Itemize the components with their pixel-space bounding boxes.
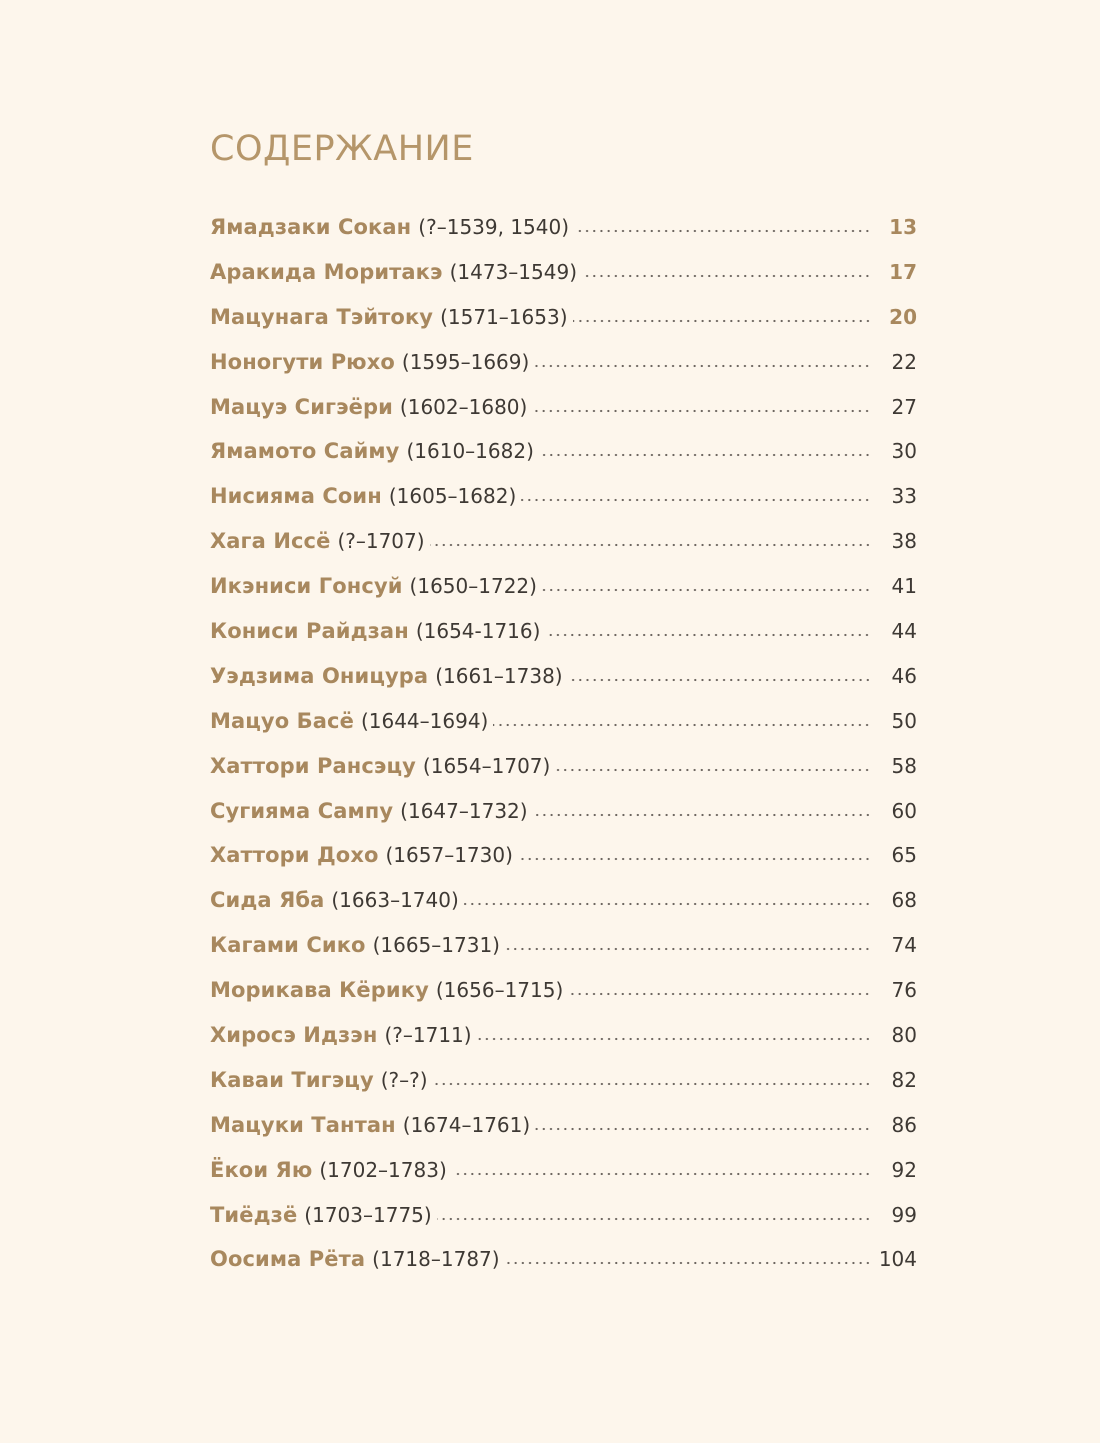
entry-page-number: 22 [891,349,917,374]
entry-page-number: 46 [891,663,917,688]
entry-page-number: 17 [889,259,917,284]
entry-dates: (?–?) [380,1067,428,1092]
entry-dates: (1665–1731) [372,933,500,958]
entry-dates: (1644–1694) [360,708,489,733]
entry-author-name: Хага Иссё [210,529,331,554]
entry-dates: (?–1707) [337,529,425,554]
entry-page-number: 82 [891,1067,917,1092]
toc-entry[interactable] [210,519,917,564]
toc-entry[interactable] [210,923,917,968]
entry-author-name: Ноногути Рюхо [210,349,395,374]
toc-entry[interactable] [210,833,917,878]
toc-entry[interactable] [210,474,917,519]
dot-leader [534,364,871,368]
toc-entry[interactable] [210,250,917,295]
entry-author-name: Уэдзима Оницура [210,663,429,688]
entry-dates: (1473–1549) [449,259,577,284]
entry-dates: (1718–1787) [372,1247,500,1272]
toc-entry[interactable] [210,744,917,789]
entry-page-number: 80 [891,1023,917,1048]
dot-leader [533,813,871,817]
toc-entry[interactable] [210,205,917,250]
entry-dates: (1610–1682) [406,439,534,464]
toc-entry[interactable] [210,609,917,654]
dot-leader [532,409,871,413]
dot-leader [518,857,871,861]
entry-page-number: 92 [891,1157,917,1182]
page-title: СОДЕРЖАНИЕ [210,129,474,169]
dot-leader [568,678,871,682]
entry-dates: (1654-1716) [415,619,541,644]
entry-author-name: Сида Яба [210,888,325,913]
entry-author-name: Мацуки Тантан [210,1112,396,1137]
entry-author-name: Морикава Кёрику [210,978,429,1003]
entry-dates: (1595–1669) [401,349,530,374]
dot-leader [477,1037,871,1041]
entry-author-name: Нисияма Соин [210,484,382,509]
entry-author-name: Икэниси Гонсуй [210,574,403,599]
entry-page-number: 13 [889,215,917,239]
entry-dates: (1647–1732) [400,798,528,823]
dot-leader [521,498,871,502]
entry-author-name: Ёкои Яю [210,1157,313,1182]
dot-leader [433,1082,871,1086]
dot-leader [568,992,871,996]
entry-page-number: 27 [891,394,917,419]
toc-entry[interactable] [210,1148,917,1193]
toc-entry[interactable] [210,1013,917,1058]
entry-page-number: 38 [891,529,917,554]
entry-dates: (1656–1715) [435,978,564,1003]
dot-leader [464,902,871,906]
entry-dates: (1663–1740) [331,888,459,913]
entry-author-name: Каваи Тигэцу [210,1067,374,1092]
entry-dates: (?–1539, 1540) [418,215,570,239]
table-of-contents [210,205,917,1282]
entry-page-number: 68 [891,888,917,913]
dot-leader [539,453,871,457]
entry-dates: (1703–1775) [304,1202,432,1227]
dot-leader [573,319,872,323]
toc-entry[interactable] [210,1237,917,1282]
dot-leader [545,633,871,637]
toc-entry[interactable] [210,1058,917,1103]
entry-page-number: 20 [889,304,917,329]
entry-page-number: 50 [891,708,917,733]
toc-entry[interactable] [210,1193,917,1238]
entry-author-name: Аракида Моритакэ [210,259,443,284]
toc-entry[interactable] [210,385,917,430]
entry-author-name: Оосима Рёта [210,1247,366,1272]
dot-leader [582,274,871,278]
dot-leader [574,229,871,233]
dot-leader [452,1172,871,1176]
dot-leader [535,1127,871,1131]
entry-dates: (1650–1722) [409,574,537,599]
entry-author-name: Кагами Сико [210,933,366,958]
entry-page-number: 33 [891,484,917,509]
entry-dates: (1702–1783) [319,1157,447,1182]
entry-author-name: Кониси Райдзан [210,619,409,644]
entry-dates: (1571–1653) [440,304,568,329]
entry-page-number: 76 [891,978,917,1003]
entry-dates: (1602–1680) [399,394,528,419]
entry-dates: (1605–1682) [388,484,517,509]
entry-page-number: 58 [891,753,917,778]
dot-leader [505,1261,871,1265]
entry-author-name: Сугияма Сампу [210,798,394,823]
toc-entry[interactable] [210,564,917,609]
entry-page-number: 74 [891,933,917,958]
entry-page-number: 30 [891,439,917,464]
toc-entry[interactable] [210,340,917,385]
entry-dates: (?–1711) [384,1023,472,1048]
entry-author-name: Хиросэ Идзэн [210,1023,378,1048]
entry-page-number: 86 [891,1112,917,1137]
dot-leader [505,947,871,951]
entry-dates: (1654–1707) [422,753,551,778]
entry-author-name: Мацунага Тэйтоку [210,304,434,329]
entry-author-name: Хаттори Рансэцу [210,753,416,778]
entry-dates: (1674–1761) [402,1112,531,1137]
entry-author-name: Мацуо Басё [210,708,354,733]
toc-entry[interactable] [210,295,917,340]
entry-page-number: 41 [891,574,917,599]
entry-page-number: 60 [891,798,917,823]
entry-page-number: 104 [878,1247,917,1272]
entry-author-name: Мацуэ Сигэёри [210,394,393,419]
dot-leader [493,723,871,727]
dot-leader [437,1217,871,1221]
entry-page-number: 44 [891,619,917,644]
toc-entry[interactable] [210,878,917,923]
entry-page-number: 99 [891,1202,917,1227]
toc-entry[interactable] [210,654,917,699]
toc-entry[interactable] [210,699,917,744]
entry-author-name: Ямадзаки Сокан [210,215,412,239]
dot-leader [555,768,871,772]
entry-author-name: Ямамото Сайму [210,439,400,464]
toc-entry[interactable] [210,1103,917,1148]
entry-dates: (1657–1730) [385,843,513,868]
entry-page-number: 65 [891,843,917,868]
entry-author-name: Хаттори Дохо [210,843,379,868]
dot-leader [542,588,871,592]
toc-entry[interactable] [210,968,917,1013]
toc-entry[interactable] [210,789,917,834]
dot-leader [430,543,871,547]
toc-entry[interactable] [210,429,917,474]
entry-author-name: Тиёдзё [210,1202,298,1227]
entry-dates: (1661–1738) [435,663,563,688]
